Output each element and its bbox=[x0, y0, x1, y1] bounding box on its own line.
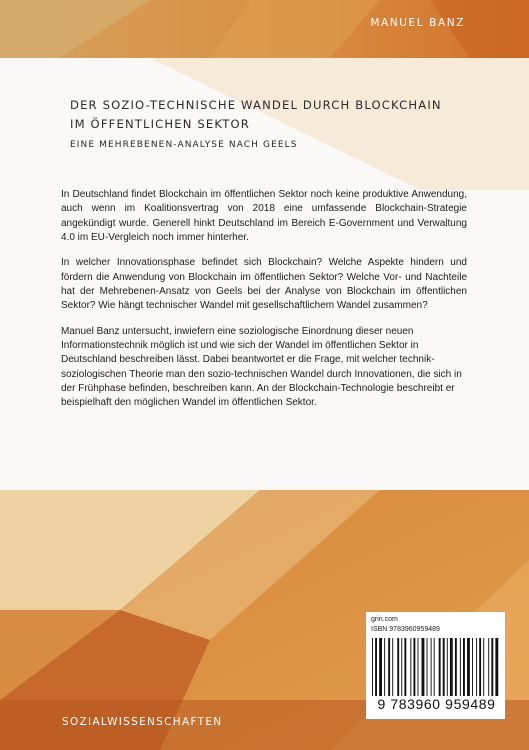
barcode-bar bbox=[392, 638, 393, 696]
barcode-bar bbox=[397, 638, 399, 696]
barcode-bar bbox=[439, 638, 441, 696]
barcode-bar bbox=[379, 638, 382, 696]
barcode-bar bbox=[491, 638, 493, 696]
barcode-bar bbox=[384, 638, 385, 696]
barcode-bar bbox=[388, 638, 390, 696]
barcode-graphic bbox=[370, 638, 500, 696]
barcode-bar bbox=[447, 638, 448, 696]
barcode-bar bbox=[476, 638, 477, 696]
barcode-bar bbox=[483, 638, 484, 696]
barcode-bar bbox=[422, 638, 425, 696]
blurb-paragraph-3: Manuel Banz untersucht, inwiefern eine soziologische Einordnung dieser neuen Informationstechnik möglich ist und wie sich der Wandel im öffentlichen Sektor in Deutschland beschreiben lässt. Dabei beantwortet er die Frage, mit welcher technik-soziologischen Theorie man den sozio-technischen Wandel durch Innovationen, die sich in der Frühphase befinden, beschreiben kann. An der Blockchain-Technologie beschreibt er beispielhaft den möglichen Wandel im öffentlichen Sektor. bbox=[61, 325, 462, 409]
barcode-bar bbox=[467, 638, 470, 696]
blurb-paragraph-1: In Deutschland findet Blockchain im öffentlichen Sektor noch keine produktive Anwendung, auch wenn im Koalitionsvertrag von 2018 eine umfassende Blockchain-Strategie angekündigt wurde. Generell hinkt Deutschland im Bereich E-Government und Verwaltung 4.0 im EU-Vergleich noch immer hinterher. bbox=[61, 189, 467, 244]
book-title bbox=[70, 96, 470, 134]
barcode-bar bbox=[450, 638, 453, 696]
book-subtitle: EINE MEHREBENEN-ANALYSE NACH GEELS bbox=[70, 140, 298, 150]
barcode-bar bbox=[479, 638, 481, 696]
title-line-2: IM ÖFFENTLICHEN SEKTOR bbox=[70, 117, 250, 131]
barcode-bar bbox=[375, 638, 377, 696]
barcode-bar bbox=[427, 638, 428, 696]
blurb-text bbox=[61, 188, 467, 422]
barcode-bar bbox=[410, 638, 411, 696]
barcode-bar bbox=[443, 638, 445, 696]
barcode-bar bbox=[455, 638, 457, 696]
barcode-bar bbox=[431, 638, 432, 696]
barcode-bar bbox=[495, 638, 498, 696]
isbn-label: ISBN 9783960959489 bbox=[371, 626, 440, 633]
barcode-bar bbox=[404, 638, 406, 696]
category-label: SOZIALWISSENSCHAFTEN bbox=[62, 716, 223, 728]
barcode-bar bbox=[401, 638, 402, 696]
barcode-bar bbox=[418, 638, 419, 696]
barcode-bar bbox=[372, 638, 373, 696]
barcode-bar bbox=[460, 638, 461, 696]
barcode-bar bbox=[472, 638, 473, 696]
barcode-bar bbox=[413, 638, 415, 696]
barcode-bar bbox=[434, 638, 435, 696]
title-line-1: DER SOZIO-TECHNISCHE WANDEL DURCH BLOCKCHAIN bbox=[70, 98, 442, 112]
barcode-bar bbox=[463, 638, 465, 696]
blurb-paragraph-2: In welcher Innovationsphase befindet sich Blockchain? Welche Aspekte hindern und fördern die Anwendung von Blockchain im öffentlichen Sektor? Welche Vor- und Nachteile hat der Mehrebenen-Ansatz von Geels bei der Analyse von Blockchain im öffentlichen Sektor? Wie hängt technischer Wandel mit gesellschaftlichem Wandel zusammen? bbox=[61, 257, 467, 312]
isbn-barcode-box bbox=[366, 612, 505, 719]
author-name: MANUEL BANZ bbox=[370, 17, 465, 29]
publisher-url: grin.com bbox=[371, 616, 398, 623]
barcode-digits: 9 783960 959489 bbox=[377, 696, 496, 712]
barcode-bar bbox=[488, 638, 489, 696]
